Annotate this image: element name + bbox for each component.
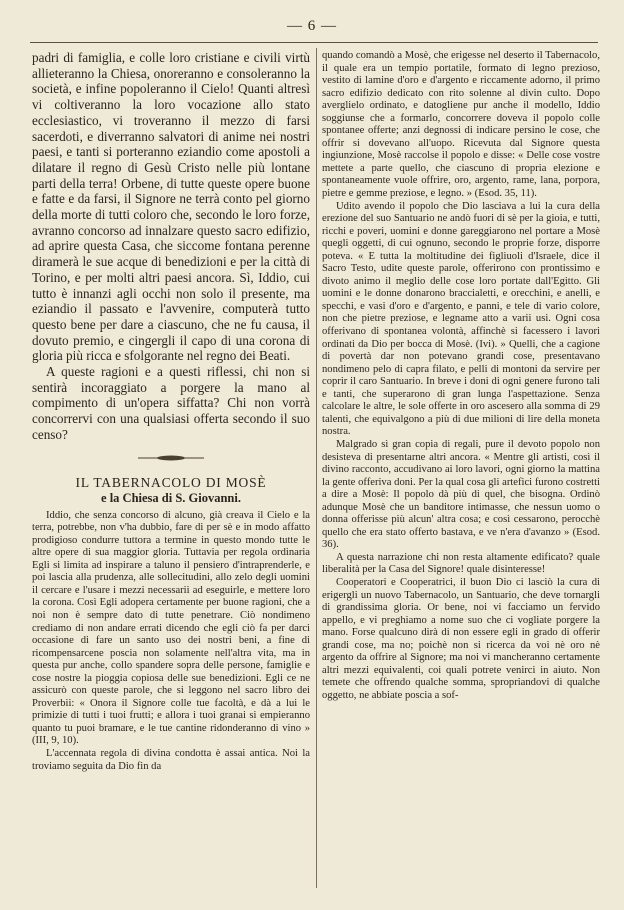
right-paragraph-1: quando comandò a Mosè, che erigesse nel deserto il Tabernacolo, il quale era un tempio portatile, formato di legno prezioso, vestito di lamine d'oro e d'argento e riccamente adorno, il primo sacro edifizio dedicato con rito solenne al divin culto. Dopo averglielo ordinato, e datogliene pur anche il modello, Iddio soggiunse che a formarlo, concorrere doveva il popolo colle spontanee offerte; anzi degnossi di indicare persino le cose, che offrir si dovevano all'uopo. Ricevuta dal Signore questa ingiunzione, Mosè raccolse il popolo e disse: « Delle cose vostre mettete a parte quello, che ciascuno di propria elezione e spontaneamente vuole offrire, oro, argento, rame, lana, porpora, pietre e gemme preziose, e legno. » (Esod. 35, 11). [322,50,600,200]
left-paragraph-4: L'accennata regola di divina condotta è assai antica. Noi la troviamo seguita da Dio fin da [32,747,310,772]
header-rule [30,42,598,43]
left-column [32,50,310,890]
section-heading-subtitle: e la Chiesa di S. Giovanni. [101,490,241,505]
right-column [322,50,600,890]
left-paragraph-2: A queste ragioni e a questi riflessi, chi non si sentirà incoraggiato a porgere la mano al compimento di un'opera siffatta? Chi non vorrà concorrervi con una qualsiasi offerta secondo il suo censo? [32,364,310,442]
right-paragraph-2: Udito avendo il popolo che Dio lasciava a lui la cura della erezione del suo Santuario ne andò fuori di sè per la gioia, e tutti, ricchi e poveri, uomini e donne gareggiarono nel portare a Mosè quegli oggetti, di cui ognuno, secondo le proprie forze, disporre poteva. « E tutta la moltitudine dei figliuoli d'Israele, dice il Sacro Testo, udite queste parole, offerirono con prontissimo e divoto animo il meglio delle cose loro portate dall'Egitto. Gli uomini e le donne donarono braccialetti, e orecchini, e anelli, e specchi, e vasi d'oro e d'argento, e panni, e tele di vario colore, non che pietre preziose, e legname atto a varii usi. Ogni cosa offerivano di spontanea volontà, affinchè si facessero i lavori ordinati da Dio per bocca di Mosè. (Ivi). » Quelli, che a cagione di povertà dar non potevano grandi cose, presentavano nondimeno pelo di capra filato, e pelli di montoni da servire per coprir il caro Santuario. In breve i doni di ogni genere furono tali e tanti, che superarono di gran lunga l'aspettazione. Senza calcolare le altre, le sole offerte in oro ascesero alla somma di 29 talenti, che equivalgono a più di due milioni di lire della moneta nostra. [322,200,600,438]
right-paragraph-4: A questa narrazione chi non resta altamente edificato? quale liberalità per la Casa del Signore! quale disinteresse! [322,551,600,576]
section-heading-title: IL TABERNACOLO DI MOSÈ [75,474,267,490]
left-paragraph-1: padri di famiglia, e colle loro cristiane e civili virtù allieteranno la Chiesa, onoreranno e consoleranno la società, e infine popoleranno il Cielo! Quanti altresì vi coltiveranno la loro vocazione allo stato ecclesiastico, vi troveranno il mezzo di farsi sacerdoti, e diverranno salvatori di anime nei nostri paesi, e tanti si porteranno eziandio come apostoli a dilatare il regno di Gesù Cristo nelle più lontane parti della terra! Orbene, di tutte queste opere buone e fatte e da farsi, il Signore ne terrà conto pel giorno della morte di tutti coloro che, secondo le loro forze, avranno concorso ad innalzare questo sacro edifizio, ad aprire questa Casa, che siccome fontana perenne diramerà le sue acque di benedizioni e per la città di Torino, e per molti altri paesi ancora. Sì, Iddio, cui tutto è innanzi agli occhi non solo il presente, ma eziandio il passato e l'avvenire, computerà tutto questo bene per dare a ciascuno, che ne fu causa, il dovuto premio, e cingergli il capo di una corona di gloria più ricca e sfolgorante nel regno dei Beati. [32,50,310,364]
right-paragraph-3: Malgrado sì gran copia di regali, pure il devoto popolo non desisteva di presentarne altri ancora. « Mentre gli artisti, così il divino racconto, accudivano ai loro lavori, ogni giorno la mattina la gente offeriva doni. Per la qual cosa gli artefici furono costretti a dire a Mosè: Il popolo dà più di quel, che bisogna. Ordinò adunque Mosè che un banditore intimasse, che nessun uomo o donna offerisse più alcun' altra cosa; e così cessarono, perocchè quello che era stato offerto bastava, e ve n'era d'avanzo » (Esod. 36). [322,438,600,551]
column-divider [316,48,317,888]
ornament-divider [32,449,310,457]
page-number: — 6 — [287,18,337,34]
ornament-icon [136,454,206,462]
right-paragraph-5: Cooperatori e Cooperatrici, il buon Dio ci lasciò la cura di erigergli un nuovo Tabernacolo, un Santuario, che deve tornargli di grandissima gloria. Or bene, noi vi facciamo un fervido appello, e vi preghiamo a nome suo che ci vogliate porgere la mano. Forse qualcuno dirà di non essere egli in grado di offerir grandi cose, ma no; poichè non si ricerca da voi nè oro nè argento da offrire al Signore; ma noi vi mancheranno certamente altri mezzi equivalenti, coi quali potrete venirci in aiuto. Non temete che offrendo qualche somma, spropriandovi di qualche oggetto, ne abbiate poscia a sof- [322,576,600,701]
left-paragraph-3: Iddio, che senza concorso di alcuno, già creava il Cielo e la terra, potrebbe, non v'ha dubbio, fare di per sè e in modo affatto prodigioso condurre tuttora a termine in questo mondo tutte le altre opere di sua maggior gloria. Tuttavia per regola ordinaria Egli si limita ad inspirare a taluno il pensiero d'intraprenderle, e poi lascia alla prudenza, alle sollecitudini, allo zelo degli uomini il cercare e l'usare i mezzi necessarii ad eseguirle, e mettere loro la corona. Così Egli adopera certamente per buone ragioni, che a noi non è sempre dato di tutte penetrare. Ciò nondimeno crediamo di non andare errati dicendo che egli ciò fa per darci occasione di fare un santo uso dei nostri beni, a fine di ricompensarcene poscia non solamente nell'altra vita, ma in questa pur anche, collo spandere sopra delle persone, famiglie e cose nostre la pioggia copiosa delle sue benedizioni. Egli ce ne assicurò con queste parole, che si leggono nel sacro libro dei Proverbii: « Onora il Signore colle tue facoltà, e dà a lui le primizie di tutti i tuoi frutti; e allora i tuoi granai si empieranno quanto tu puoi bramare, e le tue cantine ridonderanno di vino » (III, 9, 10). [32,509,310,747]
